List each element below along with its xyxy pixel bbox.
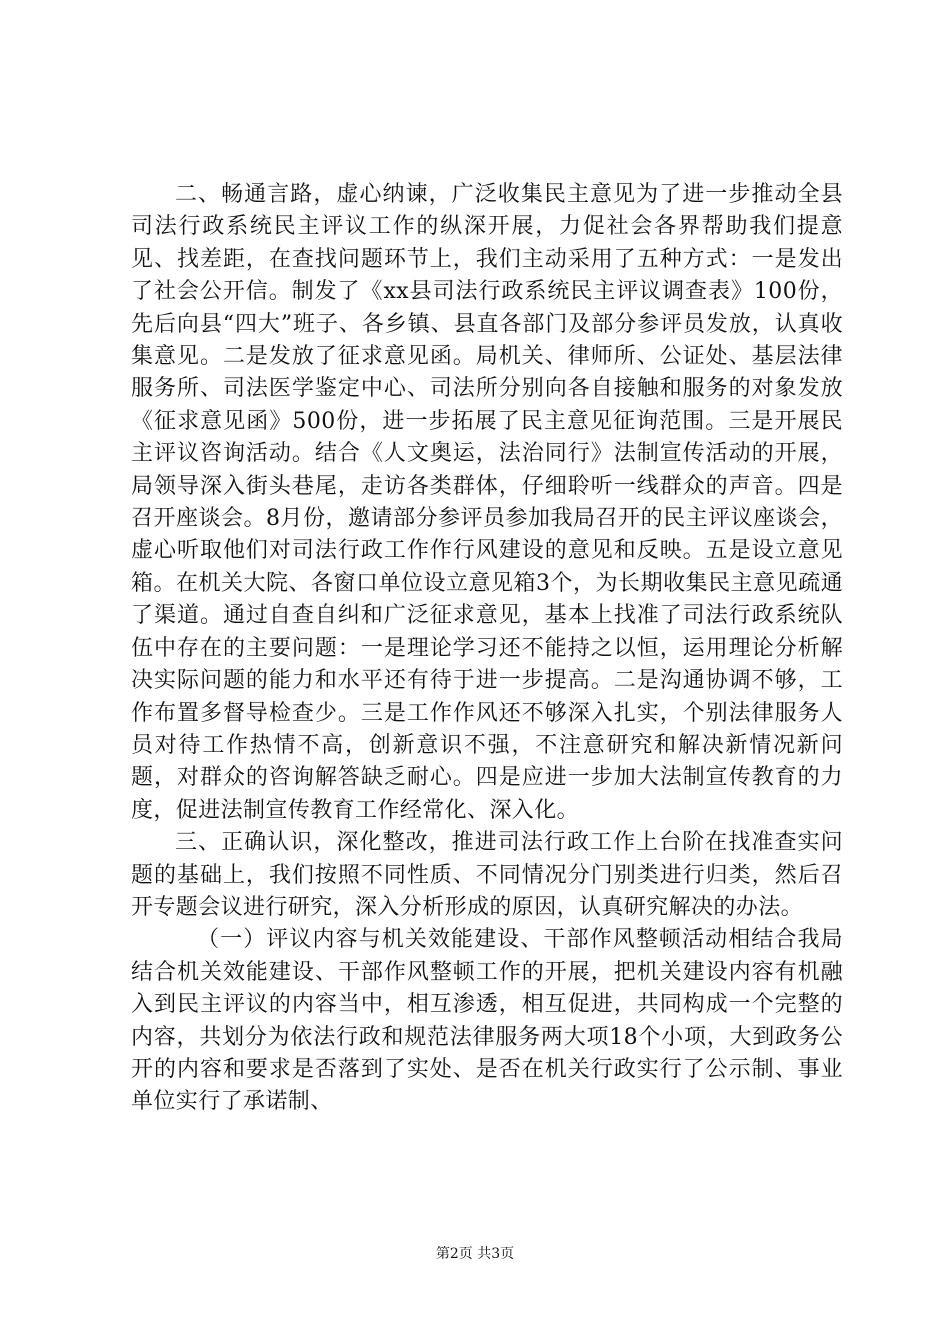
- paragraph-section-two: 二、畅通言路，虚心纳谏，广泛收集民主意见为了进一步推动全县司法行政系统民主评议工作的纵深开展，力促社会各界帮助我们提意见、找差距，在查找问题环节上，我们主动采用了五种方式：一是发出了社会公开信。制发了《xx县司法行政系统民主评议调查表》100份，先后向县“四大”班子、各乡镇、县直各部门及部分参评员发放，认真收集意见。二是发放了征求意见函。局机关、律师所、公证处、基层法律服务所、司法医学鉴定中心、司法所分别向各自接触和服务的对象发放《征求意见函》500份，进一步拓展了民主意见征询范围。三是开展民主评议咨询活动。结合《人文奥运，法治同行》法制宣传活动的开展，局领导深入街头巷尾，走访各类群体，仔细聆听一线群众的声音。四是召开座谈会。8月份，邀请部分参评员参加我局召开的民主评议座谈会，虚心听取他们对司法行政工作作行风建设的意见和反映。五是设立意见箱。在机关大院、各窗口单位设立意见箱3个，为长期收集民主意见疏通了渠道。通过自查自纠和广泛征求意见，基本上找准了司法行政系统队伍中存在的主要问题：一是理论学习还不能持之以恒，运用理论分析解决实际问题的能力和水平还有待于进一步提高。二是沟通协调不够，工作布置多督导检查少。三是工作作风还不够深入扎实，个别法律服务人员对待工作热情不高，创新意识不强，不注意研究和解决新情况新问题，对群众的咨询解答缺乏耐心。四是应进一步加大法制宣传教育的力度，促进法制宣传教育工作经常化、深入化。: [131, 182, 843, 823]
- document-body: [131, 179, 843, 1119]
- page-footer: 第2页 共3页: [435, 1246, 515, 1262]
- paragraph-subsection-one: （一）评议内容与机关效能建设、干部作风整顿活动相结合我局结合机关效能建设、干部作风整顿工作的开展，把机关建设内容有机融入到民主评议的内容当中，相互渗透，相互促进，共同构成一个完整的内容，共划分为依法行政和规范法律服务两大项18个小项，大到政务公开的内容和要求是否落到了实处、是否在机关行政实行了公示制、事业单位实行了承诺制、: [131, 927, 843, 1115]
- paragraph-section-three: 三、正确认识，深化整改，推进司法行政工作上台阶在找准查实问题的基础上，我们按照不同性质、不同情况分门别类进行归类，然后召开专题会议进行研究，深入分析形成的原因，认真研究解决的办法。: [131, 830, 843, 920]
